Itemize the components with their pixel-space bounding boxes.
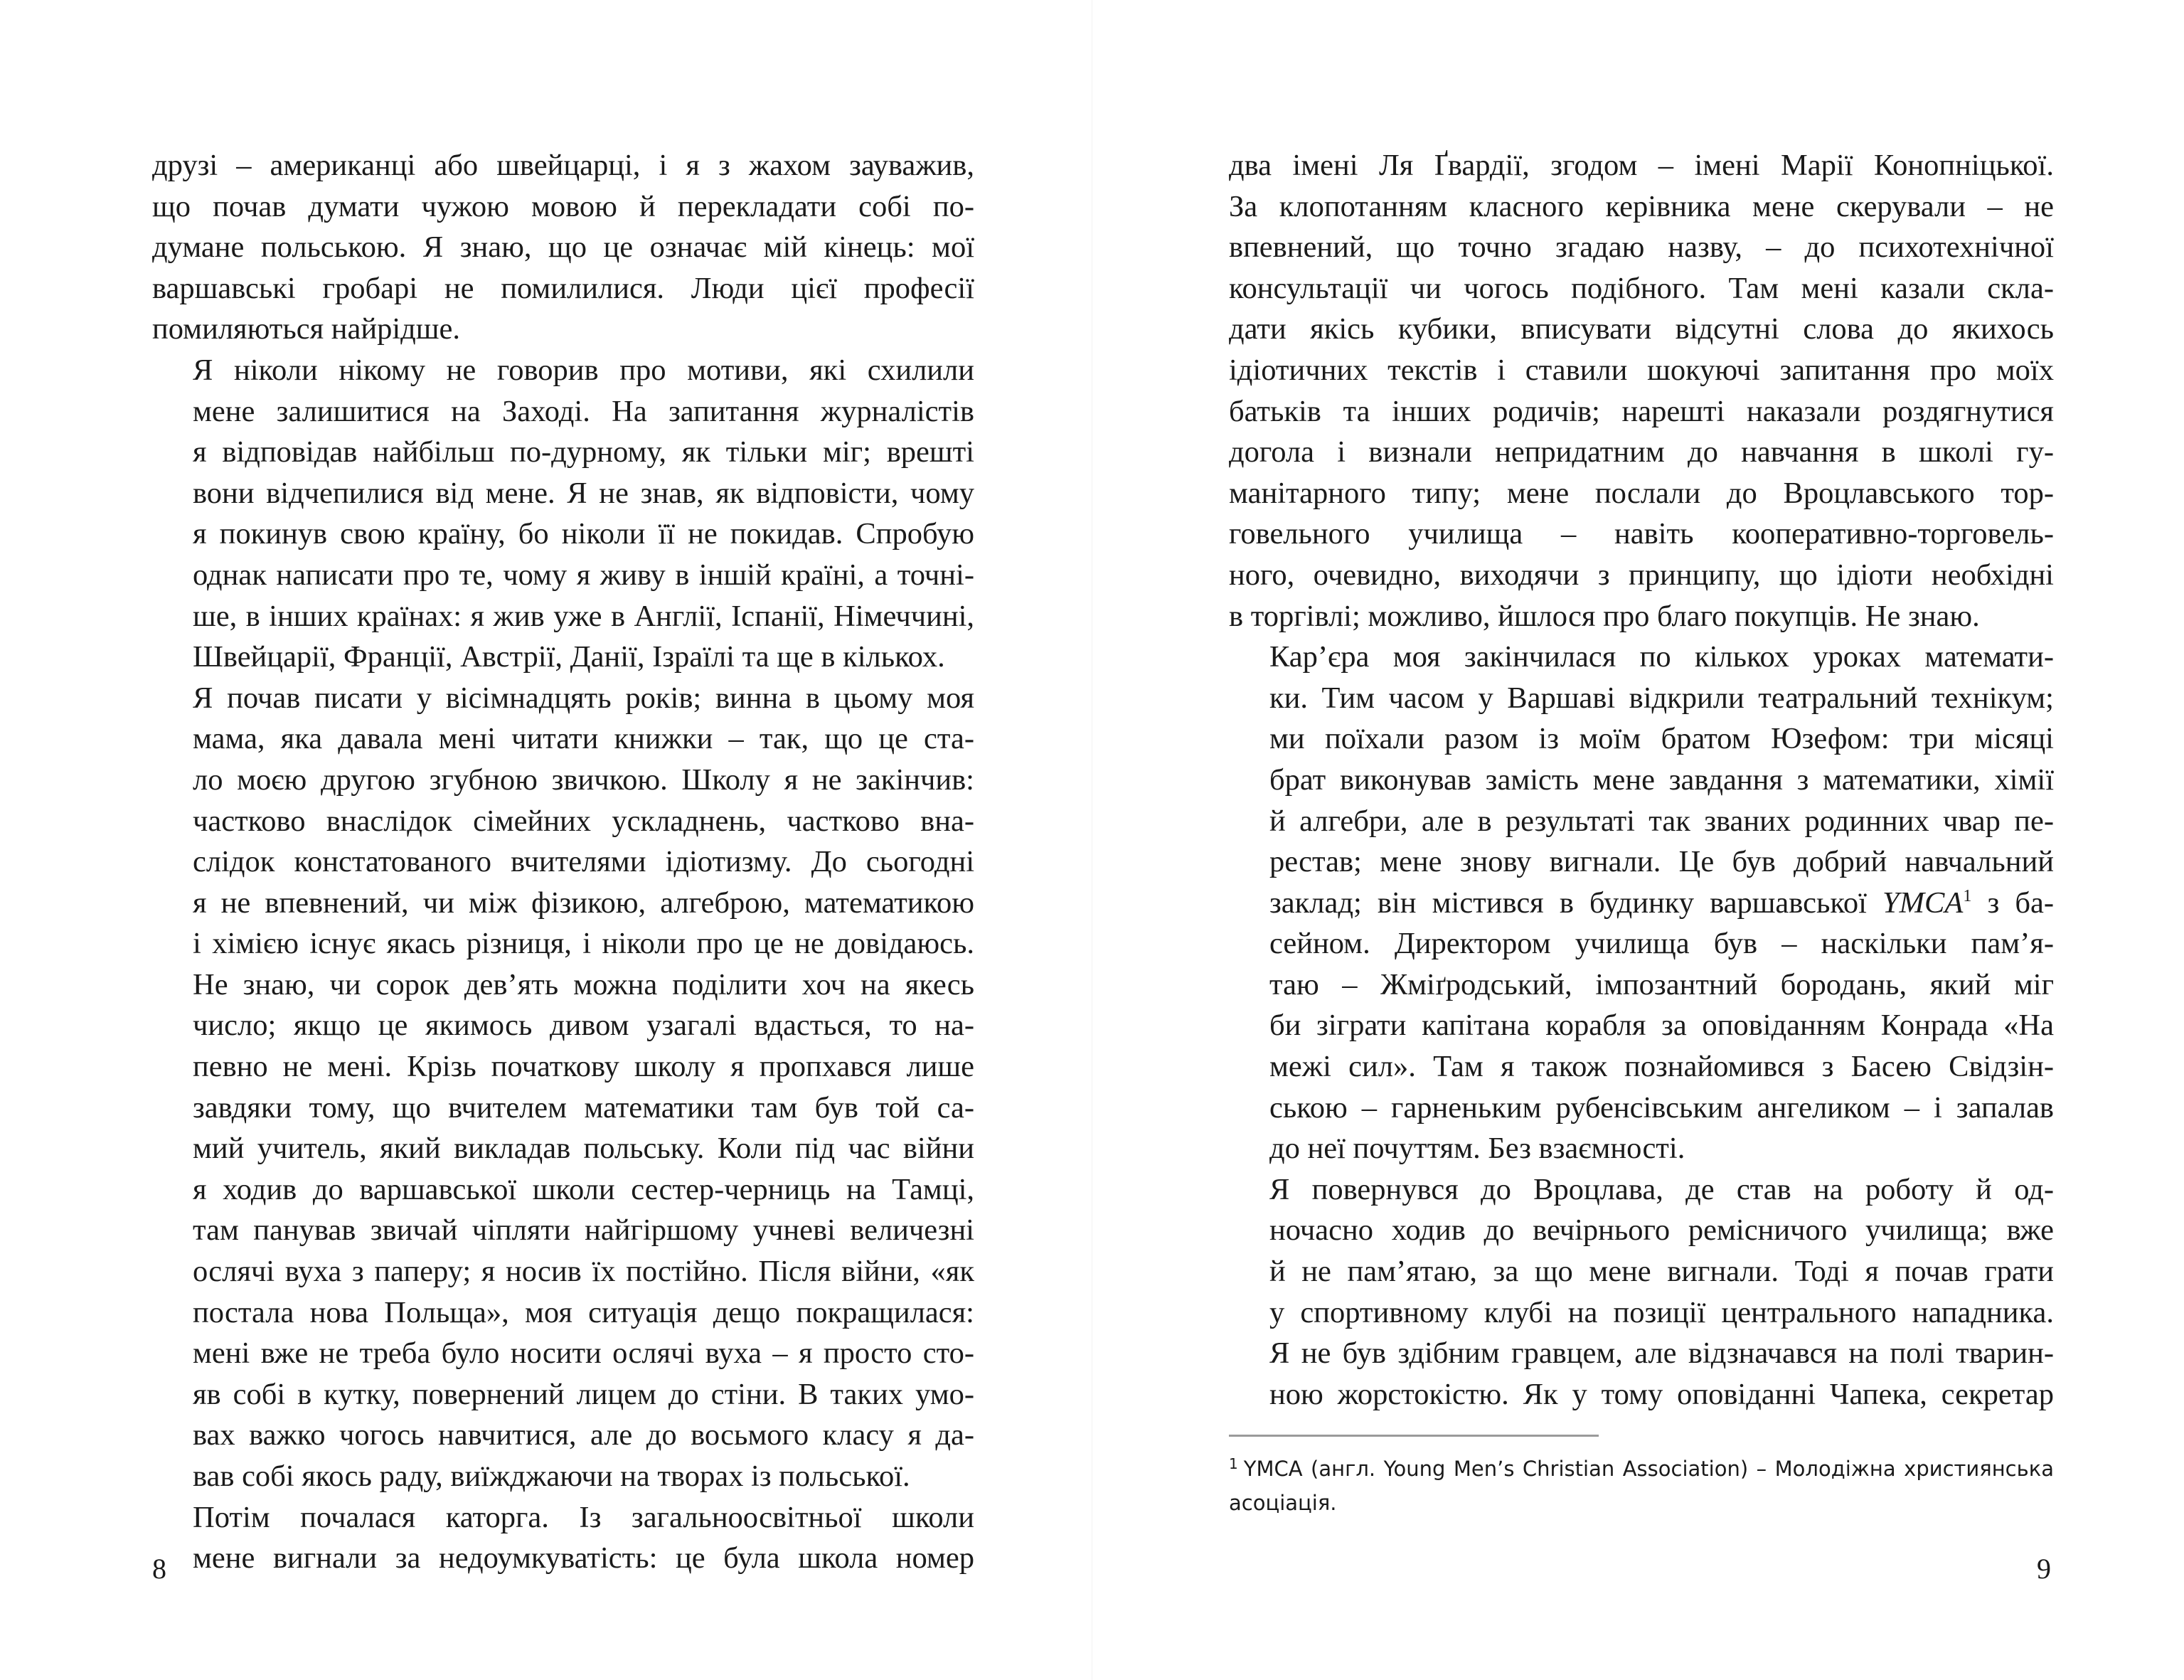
text-line: яв собі в кутку, повернений лицем до стіни. В таких умо- [193,1377,974,1411]
text-line: таю – Жміґродський, імпозантний бородань, який міг [1269,967,2054,1001]
paragraph [152,678,974,1497]
text-line: певно не мені. Крізь початкову школу я пропхався лише [193,1050,974,1084]
text-line: я ходив до варшавської школи сестер-черниць на Тамці, [193,1172,974,1206]
text-line: консультації чи чогось подібного. Там мені казали скла- [1229,271,2054,305]
text-line: постала нова Польща», моя ситуація дещо покращилася: [193,1295,974,1329]
text-line: Не знаю, чи сорок дев’ять можна поділити хоч на якесь [193,967,974,1001]
text-line: Я почав писати у вісімнадцять років; винна в цьому моя [193,681,974,715]
text-line: мама, яка давала мені читати книжки – так, що це ста- [193,722,974,756]
text-line: завдяки тому, що вчителем математики там був той са- [193,1090,974,1125]
footnote-line: асоціація. [1229,1491,1337,1515]
text-line: і хімією існує якась різниця, і ніколи про це не довідаюсь. [193,927,974,961]
text-line: би зіграти капітана корабля за оповіданням Конрада «На [1269,1009,2054,1043]
text-line: Кар’єра моя закінчилася по кількох уроках математи- [1269,640,2054,674]
text-line: два імені Ля Ґвардії, згодом – імені Марії Конопніцької. [1229,149,2054,182]
text-line: слідок констатованого вчителями ідіотизму. До сьогодні [193,845,974,879]
text-line: думане польською. Я знаю, що це означає мій кінець: мої [152,230,974,265]
text-line: варшавські гробарі не помилилися. Люди цієї професії [152,271,974,305]
text-line: ослячі вуха з паперу; я носив їх постійно. Після війни, «як [193,1255,974,1289]
right-body-text [1229,145,2054,1415]
text-line: помиляються найрідше. [152,312,461,346]
text-line: Я не був здібним гравцем, але відзначався на полі тварин- [1269,1336,2054,1371]
footnote [1229,1447,2054,1520]
text-line: ки. Тим часом у Варшаві відкрили театральний технікум; [1269,681,2054,715]
text-line: манітарного типу; мене послали до Вроцлавського тор- [1229,476,2054,510]
footnote-divider [1229,1435,1599,1437]
text-line: мий учитель, який викладав польську. Коли під час війни [193,1132,974,1166]
page-number-right: 9 [2037,1553,2051,1585]
text-line: й не пам’ятаю, за що мене вигнали. Тоді я почав грати [1269,1255,2054,1289]
text-line: Потім почалася каторга. Із загальноосвітньої школи [193,1500,974,1534]
text-line: сейном. Директором училища був – наскільки пам’я- [1269,927,2054,961]
text-line: заклад; він містився в будинку варшавської YMCA$^1$ з ба- [1269,886,2054,920]
text-line: мене залишитися на Заході. На запитання журналістів [193,394,974,428]
text-line: до неї почуттям. Без взаємності. [1269,1132,1685,1166]
text-line: мені вже не треба було носити ослячі вуха – я просто сто- [193,1336,974,1371]
text-line: рестав; мене знову вигнали. Це був добрий навчальний [1269,845,2054,879]
paragraph [1229,1169,2054,1415]
text-line: в торгівлі; можливо, йшлося про благо покупців. Не знаю. [1229,599,1980,633]
text-line: ною жорстокістю. Як у тому оповіданні Чапека, секретар [1269,1377,2054,1411]
text-line: ідіотичних текстів і ставили шокуючі запитання про моїх [1229,353,2054,387]
footnote-line: $^1$ YMCA (англ. Young Men’s Christian Association) – Молодіжна християнська [1229,1455,2054,1481]
text-line: однак написати про те, чому я живу в іншій країні, а точні- [193,558,974,592]
text-line: друзі – американці або швейцарці, і я з жахом зауважив, [152,149,974,182]
text-line: ми поїхали разом із моїм братом Юзефом: три місяці [1269,722,2054,756]
paragraph [152,1497,974,1579]
text-line: ло моєю другою згубною звичкою. Школу я не закінчив: [193,762,974,797]
text-line: говельного училища – навіть кооперативно-торговель- [1229,517,2054,551]
text-line: впевнений, що точно згадаю назву, – до психотехнічної [1229,230,2054,265]
text-line: межі сил». Там я також познайомився з Басею Свідзін- [1269,1050,2054,1084]
paragraph [1229,637,2054,1169]
text-line: я покинув свою країну, бо ніколи її не покидав. Спробую [193,517,974,551]
text-line: й алгебри, але в результаті так званих родинних чвар пе- [1269,804,2054,838]
text-line: Я ніколи нікому не говорив про мотиви, які схилили [193,353,974,387]
text-line: дати якісь кубики, вписувати відсутні слова до якихось [1229,312,2054,346]
text-line: Швейцарії, Франції, Австрії, Данії, Ізраїлі та ще в кількох. [193,640,945,674]
text-line: ше, в інших країнах: я жив уже в Англії, Іспанії, Німеччині, [193,599,974,633]
left-body-text [152,145,974,1579]
text-line: я не впевнений, чи між фізикою, алгеброю, математикою [193,886,974,920]
text-line: брат виконував замість мене завдання з математики, хімії [1269,762,2054,797]
text-line: ською – гарненьким рубенсівським ангеликом – і запалав [1269,1090,2054,1125]
text-line: число; якщо це якимось дивом узагалі вдасться, то на- [193,1009,974,1043]
text-line: ного, очевидно, виходячи з принципу, що ідіоти необхідні [1229,558,2054,592]
right-page [1092,0,2184,1680]
text-line: частково внаслідок сімейних ускладнень, частково вна- [193,804,974,838]
footnote-reference[interactable]: 1 [1963,886,1972,905]
text-line: ночасно ходив до вечірнього ремісничого училища; вже [1269,1213,2054,1248]
text-line: Я повернувся до Вроцлава, де став на роботу й од- [1269,1172,2054,1206]
text-line: у спортивному клубі на позиції центрального нападника. [1269,1295,2054,1329]
text-line: вав собі якось раду, виїжджаючи на творах із польської. [193,1460,910,1493]
text-line: догола і визнали непридатним до навчання в школі гу- [1229,435,2054,469]
footnote-marker: 1 [1229,1455,1238,1472]
text-line: вони відчепилися від мене. Я не знав, як відповісти, чому [193,476,974,510]
text-line: мене вигнали за недоумкуватість: це була школа номер [193,1541,974,1575]
paragraph [152,350,974,678]
text-line: я відповідав найбільш по-дурному, як тільки міг; врешті [193,435,974,469]
page-number-left: 8 [152,1553,166,1585]
paragraph [152,145,974,350]
paragraph [1229,145,2054,637]
text-line: що почав думати чужою мовою й перекладати собі по- [152,189,974,223]
text-line: батьків та інших родичів; нарешті наказали роздягнутися [1229,394,2054,428]
text-line: там панував звичай чіпляти найгіршому учневі величезні [193,1213,974,1248]
text-line: вах важко чогось навчитися, але до восьмого класу я да- [193,1418,974,1452]
text-line: За клопотанням класного керівника мене скерували – не [1229,189,2054,223]
ymca-abbreviation: YMCA [1882,886,1964,920]
